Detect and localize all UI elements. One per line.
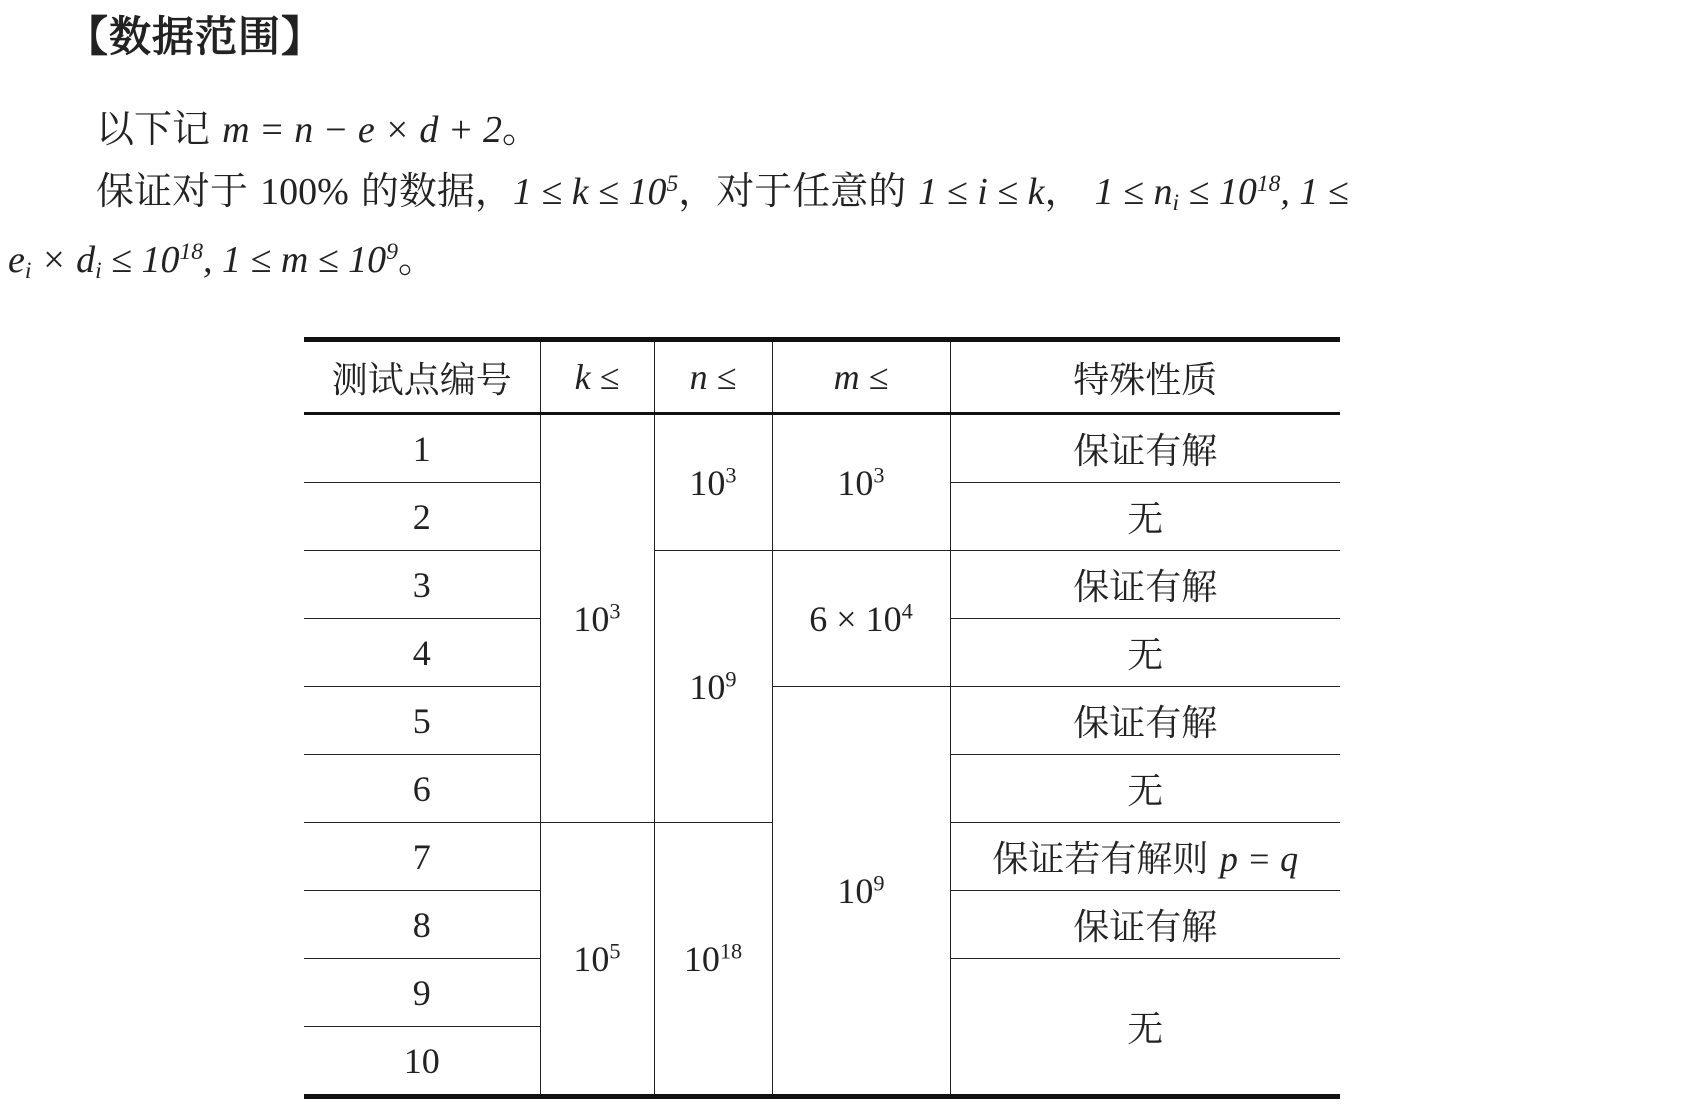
- test-id-cell: 9: [304, 959, 540, 1027]
- m-cell: [772, 687, 950, 1097]
- property-cell: [950, 823, 1340, 891]
- n-bound-c: , 1 ≤: [1280, 171, 1349, 213]
- test-id-cell: 8: [304, 891, 540, 959]
- header-m: m ≤: [772, 340, 950, 414]
- property-cell: 无: [950, 619, 1340, 687]
- table-row: [304, 551, 1340, 619]
- e-var: e: [8, 239, 25, 281]
- k-exp: 3: [609, 598, 621, 624]
- n-base: 10: [683, 938, 720, 979]
- constraint-text-3: ，对于任意的: [678, 169, 907, 213]
- m-base: 10: [837, 870, 874, 911]
- n-bound-exp: 18: [1256, 171, 1281, 198]
- n-base: 10: [689, 666, 726, 707]
- n-cell: [654, 823, 772, 1097]
- k-exp: 5: [609, 938, 621, 964]
- test-id-cell: 6: [304, 755, 540, 823]
- property-cell: 无: [950, 483, 1340, 551]
- table-row: [304, 687, 1340, 755]
- test-id-cell: 10: [304, 1027, 540, 1097]
- test-id-cell: 5: [304, 687, 540, 755]
- definition-line: [96, 98, 540, 153]
- property-cell: 保证有解: [950, 551, 1340, 619]
- k-cell: [540, 823, 654, 1097]
- property-cell: 无: [950, 755, 1340, 823]
- k-base: 10: [573, 598, 610, 639]
- header-property: 特殊性质: [950, 340, 1340, 414]
- n-bound-b: ≤ 10: [1179, 171, 1257, 213]
- k-bound-exp: 5: [666, 171, 679, 198]
- n-cell: [654, 551, 772, 823]
- ed-exp: 18: [179, 239, 204, 266]
- property-math: p = q: [1219, 839, 1299, 879]
- m-base: 10: [837, 462, 874, 503]
- constraint-line-2: [8, 228, 436, 283]
- property-text: 保证若有解则: [992, 839, 1209, 880]
- m-cell: [772, 551, 950, 687]
- definition-end: 。: [502, 107, 541, 151]
- n-cell: [654, 414, 772, 551]
- property-cell: 保证有解: [950, 891, 1340, 959]
- test-id-cell: 2: [304, 483, 540, 551]
- test-id-cell: 3: [304, 551, 540, 619]
- m-cell: [772, 414, 950, 551]
- n-bound-a: 1 ≤ n: [1094, 171, 1173, 213]
- data-range-table: [304, 337, 1340, 1099]
- constraint-line-1: [96, 160, 1349, 215]
- n-bound: [1094, 171, 1349, 216]
- k-base: 10: [573, 938, 610, 979]
- i-bound: 1 ≤ i ≤ k: [918, 171, 1045, 213]
- definition-text: 以下记: [96, 107, 211, 151]
- d-sub: i: [95, 257, 102, 284]
- constraint-text-4: ，: [1044, 169, 1083, 213]
- percent-value: 100%: [260, 171, 349, 213]
- property-cell: 保证有解: [950, 414, 1340, 483]
- header-n: n ≤: [654, 340, 772, 414]
- m-exp: 9: [386, 239, 398, 266]
- n-exp: 9: [725, 666, 737, 692]
- n-exp: 18: [719, 938, 743, 964]
- m-bound: , 1 ≤ m ≤ 10: [203, 239, 387, 281]
- definition-formula: m = n − e × d + 2: [222, 109, 502, 151]
- k-bound-text: 1 ≤ k ≤ 10: [512, 171, 667, 213]
- times-d: × d: [31, 239, 96, 281]
- m-exp: 3: [873, 462, 885, 488]
- m-base: 6 × 10: [809, 598, 902, 639]
- k-cell: [540, 414, 654, 823]
- section-heading: 【数据范围】: [66, 12, 325, 61]
- m-exp: 4: [901, 598, 913, 624]
- header-test-id: 测试点编号: [304, 340, 540, 414]
- ed-le: ≤ 10: [101, 239, 180, 281]
- ed-bound: [8, 239, 398, 284]
- constraint-text-1: 保证对于: [96, 169, 249, 213]
- n-bound-sub: i: [1172, 189, 1179, 216]
- n-exp: 3: [725, 462, 737, 488]
- constraint-end: 。: [397, 237, 436, 281]
- test-id-cell: 7: [304, 823, 540, 891]
- k-bound: [513, 171, 678, 213]
- property-cell: 保证有解: [950, 687, 1340, 755]
- property-cell: 无: [950, 959, 1340, 1097]
- test-id-cell: 4: [304, 619, 540, 687]
- e-sub: i: [24, 257, 32, 284]
- constraint-text-2: 的数据，: [360, 169, 513, 213]
- header-k: k ≤: [540, 340, 654, 414]
- table-row: [304, 414, 1340, 483]
- table-header-row: [304, 340, 1340, 414]
- m-exp: 9: [873, 870, 885, 896]
- test-id-cell: 1: [304, 414, 540, 483]
- n-base: 10: [689, 462, 726, 503]
